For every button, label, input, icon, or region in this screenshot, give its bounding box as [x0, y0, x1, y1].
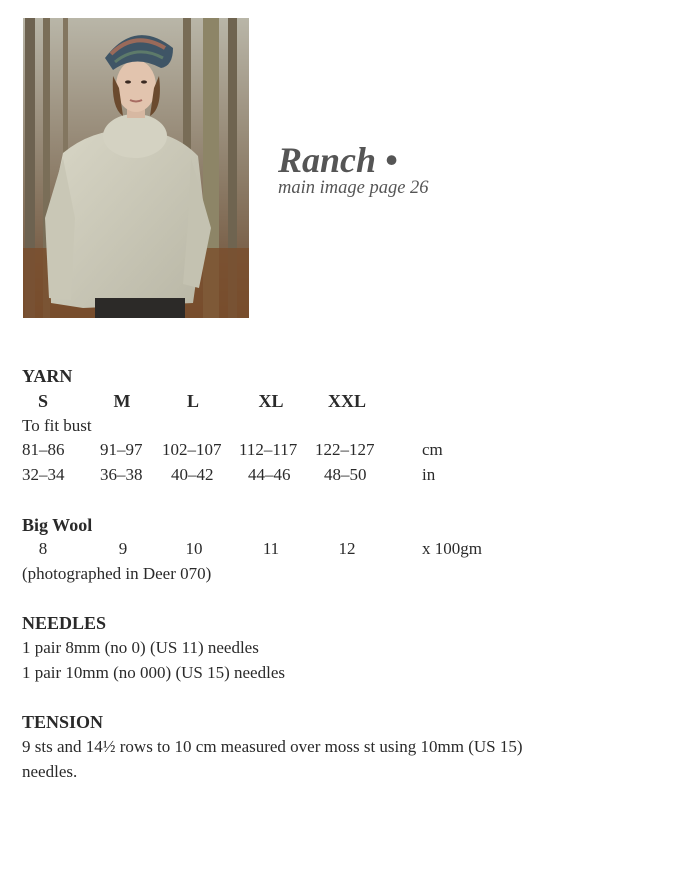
bust-in-m: 36–38 [100, 465, 143, 484]
bust-in-xl: 44–46 [248, 465, 291, 484]
bust-cm-m: 91–97 [100, 440, 143, 459]
bust-cm-xxl: 122–127 [315, 440, 375, 459]
size-xl: XL [258, 391, 284, 411]
size-s: S [37, 391, 48, 411]
needles-heading: NEEDLES [22, 613, 107, 633]
fit-label: To fit bust [22, 416, 92, 435]
bust-cm-xl: 112–117 [239, 440, 298, 459]
size-xxl: XXL [327, 391, 366, 411]
pattern-subtitle: main image page 26 [278, 178, 429, 198]
title-block [278, 140, 429, 199]
quantity-xxl: 12 [338, 539, 356, 558]
bust-cm-l: 102–107 [162, 440, 222, 459]
needles-line-1: 1 pair 8mm (no 0) (US 11) needles [22, 638, 259, 657]
bust-in-l: 40–42 [171, 465, 214, 484]
quantity-xl: 11 [262, 539, 280, 558]
tension-line-1: 9 sts and 14½ rows to 10 cm measured over moss st using 10mm (US 15) [22, 737, 523, 756]
big-wool-heading: Big Wool [22, 515, 93, 535]
bust-in-xxl: 48–50 [324, 465, 367, 484]
bust-cm-s: 81–86 [22, 440, 65, 459]
quantity-unit: x 100gm [422, 539, 482, 558]
yarn-heading: YARN [22, 366, 73, 386]
needles-line-2: 1 pair 10mm (no 000) (US 15) needles [22, 663, 285, 682]
quantity-m: 9 [118, 539, 128, 558]
quantity-l: 10 [185, 539, 203, 558]
size-l: L [186, 391, 199, 411]
tension-heading: TENSION [22, 712, 104, 732]
quantity-s: 8 [38, 539, 48, 558]
tension-line-2: needles. [22, 762, 78, 781]
bust-in-s: 32–34 [22, 465, 65, 484]
bust-in-unit: in [422, 465, 436, 484]
bust-cm-unit: cm [422, 440, 443, 459]
pattern-title: Ranch • [278, 140, 398, 180]
size-m: M [113, 391, 131, 411]
pattern-photo [23, 18, 249, 318]
photographed-note: (photographed in Deer 070) [22, 564, 212, 583]
